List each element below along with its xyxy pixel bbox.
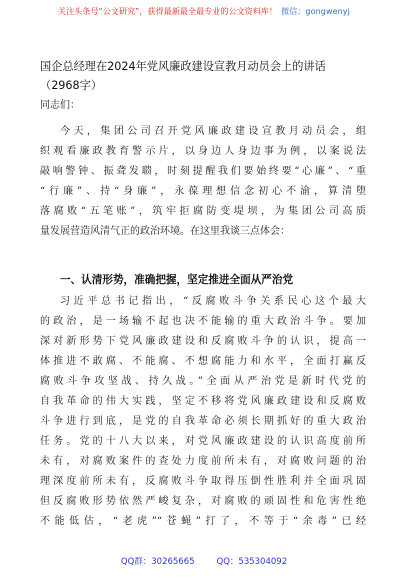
paragraph-line: 未有，对腐败案件的查处力度前所未有，对腐败问题的治 — [40, 456, 366, 467]
paragraph-line: 今天，集团公司召开党风廉政建设宣教月动员会，组 — [60, 126, 366, 137]
word-count: （2968字） — [40, 79, 103, 92]
paragraph-line: 落腐败“五笔账”，筑牢拒腐防变堤坝，为集团公司高质 — [40, 206, 366, 217]
qq-group-text: QQ群：30265665 — [120, 557, 195, 567]
paragraph-line: 斗争进行到底，是党的自我革命必须长期抓好的重大政治 — [40, 416, 366, 427]
intro-paragraph — [40, 122, 366, 242]
paragraph-line: 腐败斗争攻坚战、持久战。”全面从严治党是新时代党的 — [40, 376, 366, 387]
paragraph-line: 理深度前所未有，反腐败斗争取得压倒性胜利并全面巩固 — [40, 476, 366, 487]
paragraph-line: 织观看廉政教育警示片，以身边人身边事为例，以案说法 — [40, 146, 366, 157]
paragraph-line: 但反腐败形势依然严峻复杂，对腐败的顽固性和危害性绝 — [40, 496, 366, 507]
banner-wechat-text: 微信：gongwenyj — [281, 7, 350, 16]
section-paragraph — [40, 292, 366, 532]
paragraph-line: 习近平总书记指出，“反腐败斗争关系民心这个最大 — [60, 296, 366, 307]
qq-number-text: QQ：535304092 — [216, 557, 288, 567]
document-title: 国企总经理在2024年党风廉政建设宣教月动员会上的讲话 — [40, 60, 326, 73]
greeting: 同志们： — [40, 100, 80, 111]
paragraph-line: 的政治，是一场输不起也决不能输的重大政治斗争。要加 — [40, 316, 366, 327]
paragraph-line: 深对新形势下党风廉政建设和反腐败斗争的认识，提高一 — [40, 336, 366, 347]
paragraph-line: 不能低估，“老虎”“苍蝇”打了，不等于“余毒”已经 — [40, 516, 366, 527]
section-heading: 一、认清形势，准确把握，坚定推进全面从严治党 — [60, 274, 294, 286]
footer-contact — [0, 556, 408, 568]
top-banner — [0, 6, 408, 17]
paragraph-line: 敲响警钟、振聋发聩，时刻提醒我们要始终要“心廉”、“重 — [40, 166, 366, 177]
paragraph-line: 量发展营造风清气正的政治环境。在这里我谈三点体会： — [40, 226, 290, 237]
banner-promo-text: 关注头条号“公文研究”，获得最新最全最专业的公文资料库！ — [58, 7, 278, 16]
paragraph-line: 自我革命的伟大实践，坚定不移将党风廉政建设和反腐败 — [40, 396, 366, 407]
paragraph-line: “行廉”、持“身廉”，永葆理想信念初心不渝，算清堕 — [40, 186, 366, 197]
paragraph-line: 任务。党的十八大以来，对党风廉政建设的认识高度前所 — [40, 436, 366, 447]
paragraph-line: 体推进不敢腐、不能腐、不想腐能力和水平，全面打赢反 — [40, 356, 366, 367]
